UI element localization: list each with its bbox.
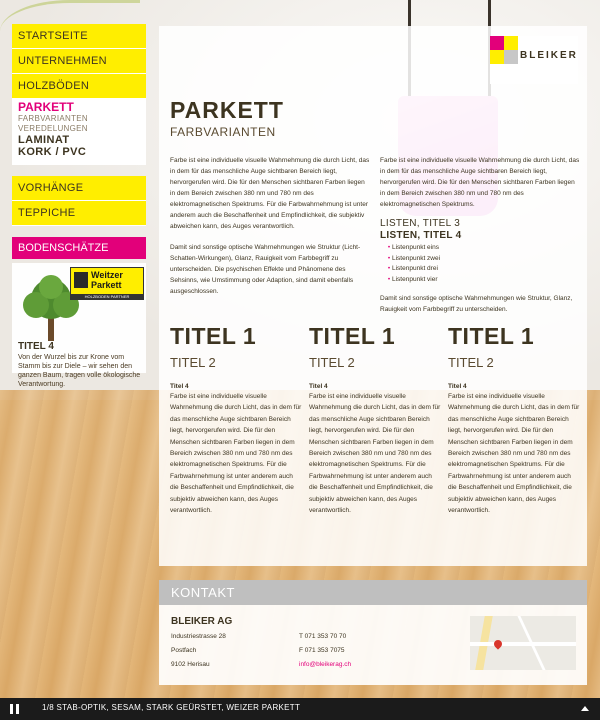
nav-item-kork-pvc[interactable]: KORK / PVC bbox=[18, 146, 87, 158]
list-item: • Listenpunkt drei bbox=[392, 264, 440, 275]
column-text: Farbe ist eine individuelle visuelle Wahrnehmung die durch Licht, das in dem für das menschliche Auge sichtbaren Bereich liegt, hervorgerufen wird. Die für den Menschen sichtbaren Farben liegen in dem Bereich zwischen 380 nm und 780 nm des elektromagnetischen Spektrums. Für die Farbwahrnehmung ist unter anderem auch die Beschaffenheit und Empfindlichkeit, die subjektiv abweichen kann, des Auges verantwortlich. bbox=[309, 393, 441, 515]
intro-column-right bbox=[380, 155, 580, 210]
content-column-1 bbox=[170, 322, 302, 516]
list-heading-4: LISTEN, TITEL 4 bbox=[380, 230, 462, 241]
slideshow-bar bbox=[0, 698, 600, 720]
address-street: Industriestrasse 28 bbox=[171, 633, 226, 640]
column-title-4: Titel 4 bbox=[170, 383, 189, 390]
address-postfach: Postfach bbox=[171, 647, 197, 654]
list-item: • Listenpunkt vier bbox=[392, 275, 440, 286]
column-title-4: Titel 4 bbox=[309, 383, 328, 390]
main-nav-group-1 bbox=[12, 24, 146, 99]
nav-item-parkett[interactable]: PARKETT bbox=[18, 100, 74, 114]
column-title-1: TITEL 1 bbox=[170, 323, 257, 349]
nav-item-laminat[interactable]: LAMINAT bbox=[18, 134, 70, 146]
bullet-list bbox=[380, 243, 440, 285]
page-subtitle: FARBVARIANTEN bbox=[170, 125, 276, 139]
list-heading-3: LISTEN, TITEL 3 bbox=[380, 218, 461, 229]
nav-item-unternehmen[interactable]: UNTERNEHMEN bbox=[12, 49, 146, 74]
list-item: • Listenpunkt eins bbox=[392, 243, 440, 254]
content-column-3 bbox=[448, 322, 580, 516]
pause-icon[interactable] bbox=[10, 704, 20, 714]
caret-up-icon[interactable] bbox=[581, 706, 589, 711]
intro-column-right-2 bbox=[380, 293, 580, 315]
column-title-1: TITEL 1 bbox=[448, 323, 535, 349]
intro-paragraph-2: Damit sind sonstige optische Wahrnehmungen wie Struktur (Licht-Schatten-Wirkungen), Glanz, Rauigkeit vom Farbbegriff zu unterscheiden. Die psychischen Effekte und Phänomene des Sehsinns, wie Umstimmung oder Adaption, sind damit ebenfalls ausgeschlossen. bbox=[170, 244, 361, 295]
column-title-4: Titel 4 bbox=[448, 383, 467, 390]
subnav-holzboeden bbox=[12, 98, 146, 165]
intro-paragraph-3: Farbe ist eine individuelle visuelle Wahrnehmung die durch Licht, das in dem für das menschliche Auge sichtbaren Bereich liegt, hervorgerufen wird. Die für den Menschen sichtbaren Farben liegen in dem Bereich zwischen 380 nm und 780 nm des elektromagnetischen Spektrums. bbox=[380, 157, 580, 208]
logo-square-yellow bbox=[504, 36, 518, 50]
weitzer-partner-label: HOLZBODEN PARTNER bbox=[70, 294, 144, 300]
contact-phone: T 071 353 70 70 bbox=[299, 633, 347, 640]
location-map[interactable] bbox=[470, 616, 576, 670]
contact-fax: F 071 353 7075 bbox=[299, 647, 345, 654]
intro-paragraph-1: Farbe ist eine individuelle visuelle Wahrnehmung die durch Licht, das in dem für das menschliche Auge sichtbaren Bereich liegt, hervorgerufen wird. Die für den Menschen sichtbaren Farben liegen in dem Bereich zwischen 380 nm und 780 nm des elektromagnetischen Spektrums. Für die Farbwahrnehmung ist unter anderem auch die Beschaffenheit und Empfindlichkeit, die subjektiv abweichen kann, des Auges verantwortlich. bbox=[170, 157, 370, 230]
teaser-text: Von der Wurzel bis zur Krone vom Stamm bis zur Diele – wir sehen den ganzen Baum, tragen volle ökologische Verantwortung. bbox=[18, 354, 141, 388]
column-title-2: TITEL 2 bbox=[170, 355, 216, 370]
contact-email-link[interactable]: info@bleikerag.ch bbox=[299, 661, 352, 668]
teaser-box[interactable] bbox=[12, 263, 146, 388]
kontakt-header[interactable]: KONTAKT bbox=[159, 580, 587, 605]
bleiker-logo[interactable] bbox=[490, 36, 578, 84]
logo-square-yellow-2 bbox=[490, 50, 504, 64]
column-text: Farbe ist eine individuelle visuelle Wahrnehmung die durch Licht, das in dem für das menschliche Auge sichtbaren Bereich liegt, hervorgerufen wird. Die für den Menschen sichtbaren Farben liegen in dem Bereich zwischen 380 nm und 780 nm des elektromagnetischen Spektrums. Für die Farbwahrnehmung ist unter anderem auch die Beschaffenheit und Empfindlichkeit, die subjektiv abweichen kann, des Auges verantwortlich. bbox=[170, 393, 302, 515]
page-title: PARKETT bbox=[170, 97, 284, 123]
nav-item-holzboeden[interactable]: HOLZBÖDEN bbox=[12, 74, 146, 99]
weitzer-logo-icon bbox=[74, 272, 88, 288]
intro-paragraph-4: Damit sind sonstige optische Wahrnehmungen wie Struktur, Glanz, Rauigkeit vom Farbbegriff zu unterscheiden. bbox=[380, 295, 573, 313]
nav-sub-veredelungen[interactable]: VEREDELUNGEN bbox=[18, 124, 88, 133]
logo-square-magenta bbox=[490, 36, 504, 50]
main-nav-group-2 bbox=[12, 176, 146, 226]
nav-item-teppiche[interactable]: TEPPICHE bbox=[12, 201, 146, 226]
content-column-2 bbox=[309, 322, 441, 516]
weitzer-brand-line2: Parkett bbox=[91, 280, 122, 290]
teaser-header[interactable]: BODENSCHÄTZE bbox=[12, 237, 146, 259]
map-road bbox=[470, 642, 576, 646]
weitzer-parkett-logo[interactable] bbox=[70, 267, 144, 295]
company-name: BLEIKER AG bbox=[171, 616, 233, 627]
list-item: • Listenpunkt zwei bbox=[392, 254, 440, 265]
column-title-1: TITEL 1 bbox=[309, 323, 396, 349]
column-text: Farbe ist eine individuelle visuelle Wahrnehmung die durch Licht, das in dem für das menschliche Auge sichtbaren Bereich liegt, hervorgerufen wird. Die für den Menschen sichtbaren Farben liegen in dem Bereich zwischen 380 nm und 780 nm des elektromagnetischen Spektrums. Für die Farbwahrnehmung ist unter anderem auch die Beschaffenheit und Empfindlichkeit, die subjektiv abweichen kann, des Auges verantwortlich. bbox=[448, 393, 580, 515]
logo-brand-text: BLEIKER bbox=[520, 50, 578, 61]
column-title-2: TITEL 2 bbox=[309, 355, 355, 370]
nav-sub-farbvarianten[interactable]: FARBVARIANTEN bbox=[18, 114, 88, 123]
map-pin-icon bbox=[492, 638, 503, 649]
intro-column-left bbox=[170, 155, 370, 297]
column-title-2: TITEL 2 bbox=[448, 355, 494, 370]
slideshow-caption: 1/8 STAB-OPTIK, SESAM, STARK GEÜRSTET, WEIZER PARKETT bbox=[42, 703, 301, 712]
weitzer-brand-line1: Weitzer bbox=[91, 270, 123, 280]
nav-item-vorhaenge[interactable]: VORHÄNGE bbox=[12, 176, 146, 201]
logo-square-grey bbox=[504, 50, 518, 64]
nav-item-startseite[interactable]: STARTSEITE bbox=[12, 24, 146, 49]
teaser-title: TITEL 4 bbox=[18, 341, 54, 352]
address-city: 9102 Herisau bbox=[171, 661, 210, 668]
